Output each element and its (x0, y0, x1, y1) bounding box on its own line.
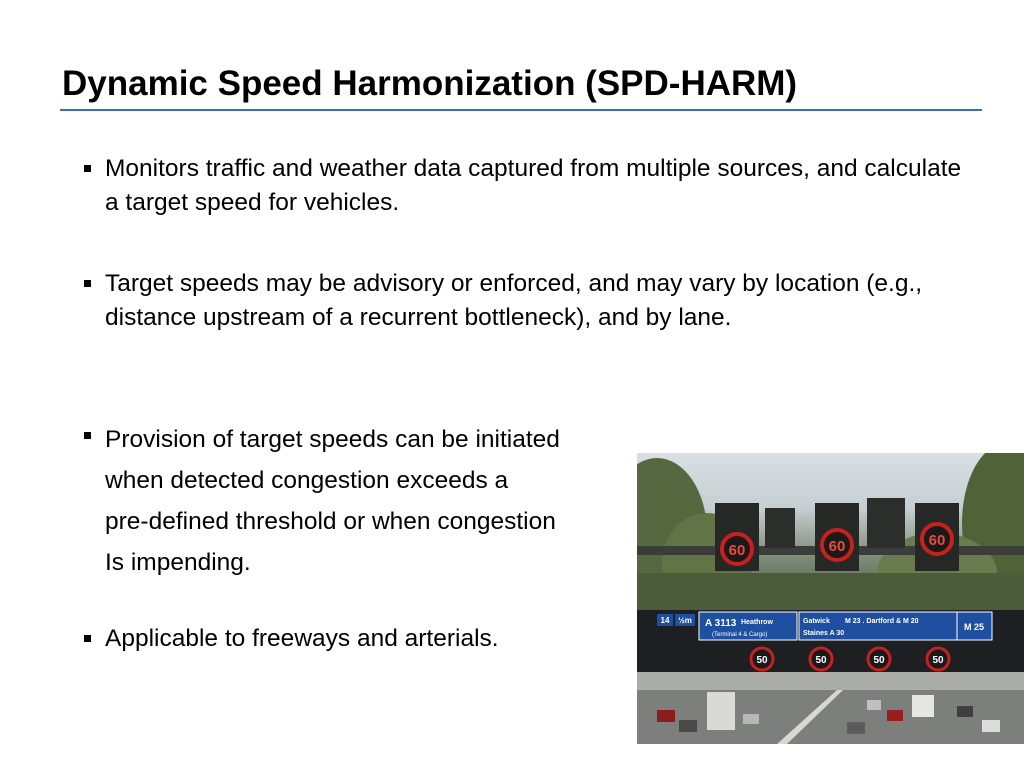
distance-badge-text: ½m (678, 616, 692, 625)
bullet-marker (84, 280, 91, 287)
car (867, 700, 881, 710)
bullet-3-line: pre-defined threshold or when congestion (105, 508, 556, 535)
bullet-3-text (105, 419, 644, 583)
bullet-3 (84, 419, 644, 583)
bullet-3-line: when detected congestion exceeds a (105, 467, 509, 494)
sign-staines: Staines A 30 (803, 630, 845, 637)
speed-sign-60 (822, 530, 852, 560)
speed-sign-60 (722, 534, 752, 564)
bullet-1 (84, 152, 964, 220)
speed-sign-50 (868, 648, 890, 670)
svg-text:60: 60 (728, 542, 746, 559)
bullet-marker (84, 635, 91, 642)
svg-text:50: 50 (873, 655, 885, 666)
bullet-2 (84, 267, 964, 335)
car (743, 714, 759, 724)
svg-text:50: 50 (815, 655, 827, 666)
sign-m25: M 25 (963, 622, 985, 632)
car (887, 710, 903, 721)
gantry-photo-60 (637, 453, 1024, 610)
sign-a3113: A 3113 (705, 618, 737, 629)
motorway-photo-50 (637, 610, 1024, 744)
car (982, 720, 1000, 732)
sign-heathrow-sub: (Terminal 4 & Cargo) (712, 632, 768, 638)
gantry-photo-60-drawing (637, 453, 1024, 610)
sign-gatwick: Gatwick (803, 618, 830, 625)
sign-m23: M 23 . Dartford & M 20 (845, 618, 919, 625)
car (657, 710, 675, 722)
svg-text:50: 50 (932, 655, 944, 666)
title-underline (60, 109, 982, 111)
sign-housing (765, 508, 795, 548)
road-horizon (637, 672, 1024, 690)
speed-sign-50 (751, 648, 773, 670)
speed-sign-50 (810, 648, 832, 670)
svg-text:60: 60 (928, 532, 946, 549)
sign-heathrow: Heathrow (741, 619, 773, 626)
slide-title: Dynamic Speed Harmonization (SPD-HARM) (62, 64, 798, 103)
truck (707, 692, 735, 730)
car (679, 720, 697, 732)
speed-sign-50 (927, 648, 949, 670)
svg-text:60: 60 (828, 538, 846, 555)
bullet-1-text: Monitors traffic and weather data captured from multiple sources, and calculate a target speed for vehicles. (105, 155, 962, 216)
motorway-photo-50-drawing (637, 610, 1024, 744)
car (957, 706, 973, 717)
bullet-marker (84, 432, 91, 439)
distance-badge-text: 14 (660, 616, 670, 625)
bullet-4-text: Applicable to freeways and arterials. (105, 625, 499, 652)
truck (912, 695, 934, 717)
bullet-3-line: Provision of target speeds can be initiated (105, 426, 560, 453)
bullet-2-text: Target speeds may be advisory or enforced, and may vary by location (e.g., distance upstream of a recurrent bottleneck), and by lane. (105, 270, 923, 331)
sign-housing (867, 498, 905, 548)
bullet-marker (84, 165, 91, 172)
bullet-3-line: Is impending. (105, 549, 251, 576)
car (847, 722, 865, 734)
foliage (637, 573, 1024, 610)
svg-text:50: 50 (756, 655, 768, 666)
speed-sign-60 (922, 524, 952, 554)
